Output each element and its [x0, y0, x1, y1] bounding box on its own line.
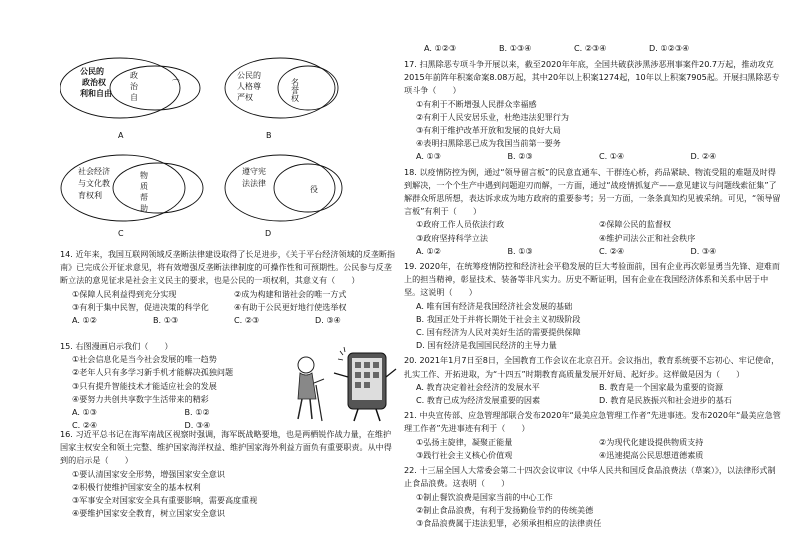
answer-c[interactable]: C. 教育已成为经济发展重要的因素: [416, 395, 541, 406]
question-22: [404, 464, 782, 530]
question-15-stem: 15. 右图漫画启示我们（ ）: [60, 341, 173, 351]
diagram-a-label: A: [118, 131, 124, 140]
answer-c[interactable]: C. ②③: [234, 315, 260, 326]
svg-text:公民的: 公民的: [237, 71, 261, 80]
option[interactable]: ①弘扬主旋律，凝聚正能量: [416, 436, 513, 447]
question-16-stem: 16. 习近平总书记在海军南战区视察时强调，海军既战略要地，也是两栖锐作战力量，在维护国家主权安全和领土完整、维护国家海洋权益、维护国家海外利益方面负有重要职责。从中得到的启示是（ ）: [60, 429, 392, 466]
answer-b[interactable]: B. 教育是一个国家最为重要的资源: [599, 381, 724, 392]
option[interactable]: ④表明扫黑除恶已成为我国当前第一要务: [416, 138, 561, 149]
question-17: [404, 58, 782, 164]
answer-d[interactable]: D. ③④: [690, 245, 717, 256]
answer-c[interactable]: C. ②④: [72, 420, 98, 431]
diagram-d-label: D: [265, 229, 272, 238]
answer-b[interactable]: B. ②③: [507, 151, 533, 162]
svg-text:物: 物: [140, 171, 148, 180]
answer-a[interactable]: A. ①②: [72, 315, 98, 326]
answer-c[interactable]: C. ②④: [599, 245, 625, 256]
svg-text:役: 役: [310, 185, 318, 194]
question-16: [60, 428, 396, 520]
diagram-a: [60, 58, 200, 140]
svg-text:遵守宪: 遵守宪: [242, 167, 266, 176]
option[interactable]: ③践行社会主义核心价值观: [416, 449, 513, 460]
question-14-stem: 14. 近年来，我国互联网领域反垄断法律建设取得了长足进步，《关于平台经济领域的反垄断指南》已完成公开征求意见，将有效增强反垄断法律制度的可操作性和可预期性。公民参与反垄断立法的意见征求是社会主义民主的要求，也是公民的一项权利，其意义有（ ）: [60, 249, 396, 286]
option[interactable]: ③政府坚持科学立法: [416, 232, 489, 243]
answer-b[interactable]: B. ①③④: [499, 43, 532, 53]
svg-text:法法律: 法法律: [242, 179, 266, 188]
question-22-stem: 22. 十三届全国人大常委会第二十四次会议审议《中华人民共和国反食品浪费法（草案）》，以法律形式制止食品浪费。这表明（ ）: [404, 465, 776, 489]
question-14-answers: [60, 314, 396, 327]
answer-a[interactable]: A. ①③: [72, 407, 98, 418]
question-21-options-row1: [404, 436, 782, 449]
question-21: [404, 409, 782, 462]
svg-text:利和自由: 利和自由: [80, 89, 112, 98]
option[interactable]: ③有利于维护改革开放和发展的良好大局: [416, 125, 561, 136]
question-16-answers: [424, 43, 724, 53]
svg-text:质: 质: [140, 182, 148, 191]
option[interactable]: ④有助于公民更好地行使选举权: [234, 301, 347, 312]
question-20-answers-row1: [404, 381, 782, 394]
svg-text:育权利: 育权利: [78, 191, 102, 200]
option[interactable]: ②有利于人民安居乐业，杜绝违法犯罪行为: [416, 111, 569, 122]
question-21-options-row2: [404, 449, 782, 462]
venn-diagrams: [60, 56, 396, 241]
question-19: [404, 260, 782, 352]
diagram-c-label: C: [118, 229, 124, 238]
diagram-b: [225, 58, 338, 140]
question-18-options-row2: [404, 232, 782, 245]
question-15-answers: [60, 406, 297, 419]
answer-a[interactable]: A. ①②③: [424, 43, 457, 53]
option[interactable]: ④迅速提高公民思想道德素质: [599, 449, 704, 460]
option[interactable]: ①制止餐饮浪费是国家当前的中心工作: [416, 491, 553, 502]
svg-text:名誉权: 名誉权: [290, 78, 300, 102]
question-19-stem: 19. 2020年，在统筹疫情防控和经济社会平稳发展的巨大考验面前，国有企业再次彰显勇当先锋、迎难而上的担当精神，彰显技术、装备等非凡实力。历史不断证明，国有企业在我国经济体系和关系中居于中坚。这说明（ ）: [404, 261, 780, 298]
answer-d[interactable]: D. ①②③④: [649, 43, 690, 53]
option[interactable]: ②制止食品浪费，有利于发扬勤俭节约的传统美德: [416, 504, 594, 515]
answer-d[interactable]: D. ③④: [184, 420, 211, 431]
svg-text:与文化教: 与文化教: [78, 179, 110, 188]
answer-c[interactable]: C. ①④: [599, 151, 625, 162]
cartoon-elderly-phone-illustration: [282, 347, 402, 425]
svg-text:自: 自: [130, 93, 138, 102]
option[interactable]: ②保障公民的监督权: [599, 219, 672, 230]
answer-b[interactable]: B. 我国正处于并将长期处于社会主义初级阶段: [416, 313, 581, 324]
option[interactable]: ③军事安全对国家安全具有重要影响，需要高度重视: [72, 495, 258, 506]
svg-text:政: 政: [130, 71, 138, 80]
answer-a[interactable]: A. ①②: [416, 245, 442, 256]
svg-text:社会经济: 社会经济: [78, 167, 110, 176]
answer-b[interactable]: B. ①③: [507, 245, 533, 256]
answer-c[interactable]: C. 国有经济为人民对美好生活的需要提供保障: [416, 327, 581, 338]
option[interactable]: ④维护司法公正和社会秩序: [599, 232, 696, 243]
answer-a[interactable]: A. 唯有国有经济是我国经济社会发展的基础: [416, 300, 573, 311]
diagram-b-label: B: [266, 131, 272, 140]
question-17-answers: [404, 150, 782, 163]
answer-a[interactable]: A. ①③: [416, 151, 442, 162]
question-18-answers: [404, 245, 782, 258]
question-21-stem: 21. 中央宣传部、应急管理部联合发布2020年“最美应急管理工作者”先进事迹。发布2020年“最美应急管理工作者”先进事迹有利于（ ）: [404, 410, 781, 434]
question-18-stem: 18. 以疫情防控为例，通过“领导留言板”的民意直通车、干群连心桥，药品紧缺、物流受阻的难题及时得到解决，一个个生产中遇到问题迎刃而解，一方面，通过“战疫情抓复产——意见建议与问题线索征集”了解群众所思所想，表达诉求成为地方政府的重要参考；另一方面，一条条真知灼见被采纳。可见，“领导留言板”有利于（ ）: [404, 166, 781, 217]
option[interactable]: ①保障人民利益得到充分实现: [72, 288, 177, 299]
right-column: [404, 58, 782, 532]
option[interactable]: ③有利于集中民智，促进决策的科学化: [72, 301, 209, 312]
svg-text:政治权: 政治权: [82, 78, 106, 87]
diagram-c: [61, 155, 203, 238]
option[interactable]: ②积极行使维护国家安全的基本权利: [72, 481, 201, 492]
question-20-stem: 20. 2021年1月7日至8日，全国教育工作会议在北京召开。会议指出，教育系统要不忘初心、牢记使命，扎实工作、开拓进取，为“十四五”时期教育高质量发展开好局、起好步。这样做是因为（ ）: [404, 355, 780, 379]
option[interactable]: ①政府工作人员依法行政: [416, 219, 505, 230]
option[interactable]: ②老年人只有多学习新手机才能解决孤独问题: [72, 367, 234, 378]
option[interactable]: ③只有提升智能技术才能适应社会的发展: [72, 380, 217, 391]
svg-text:严权: 严权: [237, 93, 253, 102]
option[interactable]: ④要努力共创共享数字生活带来的精彩: [72, 393, 209, 404]
answer-d[interactable]: D. ②④: [690, 151, 717, 162]
svg-text:⌒: ⌒: [172, 79, 180, 88]
question-14-options-row1: [60, 288, 396, 301]
question-14: [60, 248, 396, 327]
option[interactable]: ②成为构建和谐社会的唯一方式: [234, 288, 347, 299]
svg-text:公民的: 公民的: [80, 67, 104, 76]
answer-d[interactable]: D. 国有经济是我国国民经济的主导力量: [416, 340, 557, 351]
answer-a[interactable]: A. 教育决定着社会经济的发展水平: [416, 381, 540, 392]
question-17-stem: 17. 扫黑除恶专项斗争开展以来，截至2020年年底，全国共破获涉黑涉恶刑事案件20.7万起，推动攻克2015年前阵年积案命案8.08万起，其中20年以上积案1274起，10年以上积案7905起。开展扫黑除恶专项斗争（ ）: [404, 59, 780, 96]
option[interactable]: ①要认清国家安全形势，增强国家安全意识: [72, 468, 225, 479]
answer-b[interactable]: B. ①③: [153, 315, 179, 326]
diagram-d: [225, 155, 342, 238]
answer-d[interactable]: D. ③④: [315, 315, 341, 326]
svg-text:帮: 帮: [140, 193, 148, 202]
diagram-svg: [60, 56, 396, 241]
option[interactable]: ①社会信息化是当今社会发展的唯一趋势: [72, 354, 217, 365]
option[interactable]: ①有利于不断增强人民群众幸福感: [416, 98, 537, 109]
question-20: [404, 354, 782, 407]
option[interactable]: ②为现代化建设提供物质支持: [599, 436, 704, 447]
option[interactable]: ④要维护国家安全教育，树立国家安全意识: [72, 508, 225, 519]
option[interactable]: ③食品浪费属于违法犯罪，必须承担相应的法律责任: [416, 517, 602, 528]
svg-text:人格尊: 人格尊: [237, 82, 261, 91]
question-18: [404, 166, 782, 258]
question-18-options-row1: [404, 218, 782, 231]
svg-text:助: 助: [140, 204, 148, 213]
answer-b[interactable]: B. ①②: [184, 407, 210, 418]
answer-d[interactable]: D. 教育是民族振兴和社会进步的基石: [599, 395, 732, 406]
answer-c[interactable]: C. ②③④: [574, 43, 607, 53]
question-14-options-row2: [60, 301, 396, 314]
question-20-answers-row2: [404, 394, 782, 407]
svg-text:治: 治: [130, 82, 138, 91]
